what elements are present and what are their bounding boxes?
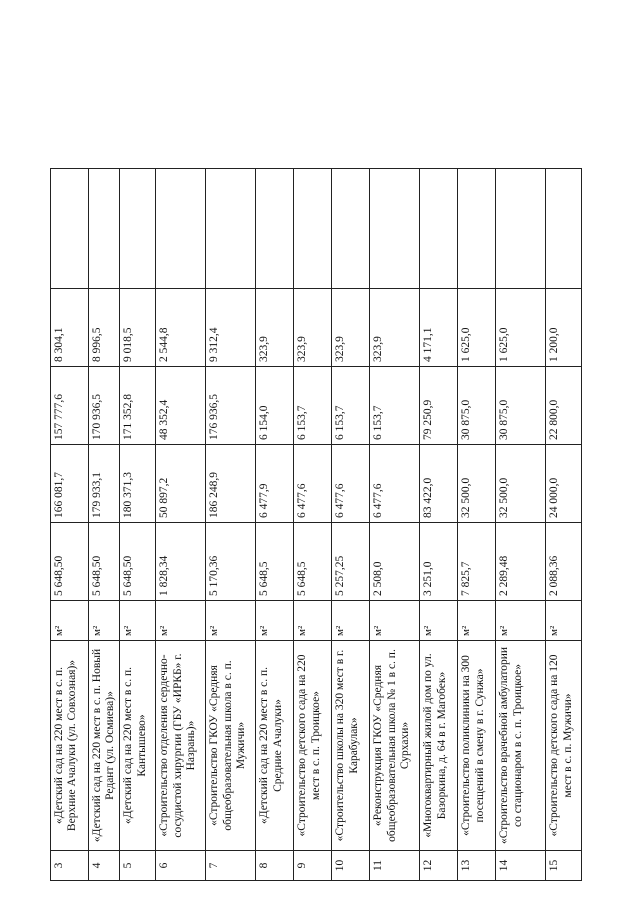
unit-cell: м²: [156, 601, 206, 641]
area-cell: 5 648,50: [51, 523, 89, 601]
unit-cell: м²: [458, 601, 496, 641]
regional-funds-cell: 323,9: [370, 289, 420, 367]
area-cell: 1 828,34: [156, 523, 206, 601]
unit-cell: м²: [370, 601, 420, 641]
table-row: [458, 169, 496, 881]
regional-funds-cell: 323,9: [332, 289, 370, 367]
empty-cell: [120, 169, 156, 289]
regional-funds-cell: 4 171,1: [420, 289, 458, 367]
federal-funds-cell: 6 154,0: [256, 367, 294, 445]
federal-funds-cell: 157 777,6: [51, 367, 89, 445]
empty-cell: [294, 169, 332, 289]
table-row: [332, 169, 370, 881]
table-row: [294, 169, 332, 881]
area-cell: 5 648,50: [120, 523, 156, 601]
regional-funds-cell: 2 544,8: [156, 289, 206, 367]
object-name: «Строительство детского сада на 220 мест в с. п. Троицкое»: [294, 641, 332, 851]
area-cell: 2 088,36: [546, 523, 582, 601]
row-number: 9: [294, 851, 332, 881]
empty-cell: [256, 169, 294, 289]
unit-cell: м²: [206, 601, 256, 641]
total-cost-cell: 32 500,0: [496, 445, 546, 523]
empty-cell: [458, 169, 496, 289]
area-cell: 2 289,48: [496, 523, 546, 601]
table-row: [89, 169, 120, 881]
total-cost-cell: 6 477,6: [370, 445, 420, 523]
table-row: [546, 169, 582, 881]
regional-funds-cell: 8 996,5: [89, 289, 120, 367]
row-number: 14: [496, 851, 546, 881]
unit-cell: м²: [332, 601, 370, 641]
object-name: «Строительство ГКОУ «Средняя общеобразовательная школа в с. п. Мужичи»: [206, 641, 256, 851]
table-row: [256, 169, 294, 881]
table-body: [51, 169, 582, 881]
total-cost-cell: 83 422,0: [420, 445, 458, 523]
table-row: [496, 169, 546, 881]
federal-funds-cell: 48 352,4: [156, 367, 206, 445]
table-row: [51, 169, 89, 881]
total-cost-cell: 6 477,6: [332, 445, 370, 523]
row-number: 8: [256, 851, 294, 881]
regional-funds-cell: 1 200,0: [546, 289, 582, 367]
area-cell: 5 170,36: [206, 523, 256, 601]
object-name: «Детский сад на 220 мест в с. п. Средние Ачалуки»: [256, 641, 294, 851]
empty-cell: [156, 169, 206, 289]
unit-cell: м²: [120, 601, 156, 641]
object-name: «Строительство отделения сердечно-сосудистой хирургии (ГБУ «ИРКБ» г. Назрань)»: [156, 641, 206, 851]
federal-funds-cell: 6 153,7: [294, 367, 332, 445]
federal-funds-cell: 79 250,9: [420, 367, 458, 445]
row-number: 13: [458, 851, 496, 881]
total-cost-cell: 32 500,0: [458, 445, 496, 523]
unit-cell: м²: [546, 601, 582, 641]
unit-cell: м²: [496, 601, 546, 641]
total-cost-cell: 50 897,2: [156, 445, 206, 523]
regional-funds-cell: 8 304,1: [51, 289, 89, 367]
federal-funds-cell: 176 936,5: [206, 367, 256, 445]
federal-funds-cell: 30 875,0: [458, 367, 496, 445]
row-number: 12: [420, 851, 458, 881]
object-name: «Строительство детского сада на 120 мест в с. п. Мужичи»: [546, 641, 582, 851]
table-row: [156, 169, 206, 881]
federal-funds-cell: 22 800,0: [546, 367, 582, 445]
area-cell: 5 648,5: [294, 523, 332, 601]
row-number: 11: [370, 851, 420, 881]
empty-cell: [546, 169, 582, 289]
empty-cell: [370, 169, 420, 289]
total-cost-cell: 179 933,1: [89, 445, 120, 523]
object-name: «Многоквартирный жилой дом по ул. Базоркина, д. 64 в г. Магобек»: [420, 641, 458, 851]
federal-funds-cell: 6 153,7: [332, 367, 370, 445]
object-name: «Детский сад на 220 мест в с. п. Верхние Ачалуки (ул. Совхозная)»: [51, 641, 89, 851]
total-cost-cell: 166 081,7: [51, 445, 89, 523]
unit-cell: м²: [420, 601, 458, 641]
table-row: [120, 169, 156, 881]
object-name: «Строительство поликлиники на 300 посещений в смену в г. Сунжа»: [458, 641, 496, 851]
federal-funds-cell: 170 936,5: [89, 367, 120, 445]
object-name: «Реконструкция ГКОУ «Средняя общеобразовательная школа № 1 в с. п. Сурхахи»: [370, 641, 420, 851]
total-cost-cell: 24 000,0: [546, 445, 582, 523]
regional-funds-cell: 9 312,4: [206, 289, 256, 367]
row-number: 5: [120, 851, 156, 881]
row-number: 7: [206, 851, 256, 881]
table-row: [206, 169, 256, 881]
row-number: 4: [89, 851, 120, 881]
unit-cell: м²: [51, 601, 89, 641]
row-number: 10: [332, 851, 370, 881]
regional-funds-cell: 9 018,5: [120, 289, 156, 367]
unit-cell: м²: [294, 601, 332, 641]
table-row: [420, 169, 458, 881]
area-cell: 3 251,0: [420, 523, 458, 601]
total-cost-cell: 6 477,6: [294, 445, 332, 523]
area-cell: 5 648,50: [89, 523, 120, 601]
object-name: «Строительство врачебной амбулатории со стационаром в с. п. Троицкое»: [496, 641, 546, 851]
total-cost-cell: 180 371,3: [120, 445, 156, 523]
area-cell: 5 648,5: [256, 523, 294, 601]
row-number: 6: [156, 851, 206, 881]
regional-funds-cell: 1 625,0: [458, 289, 496, 367]
empty-cell: [332, 169, 370, 289]
objects-table: [50, 168, 582, 881]
area-cell: 2 508,0: [370, 523, 420, 601]
empty-cell: [89, 169, 120, 289]
row-number: 3: [51, 851, 89, 881]
table-row: [370, 169, 420, 881]
object-name: «Детский сад на 220 мест в с. п. Новый Редант (ул. Осмиева)»: [89, 641, 120, 851]
regional-funds-cell: 1 625,0: [496, 289, 546, 367]
federal-funds-cell: 6 153,7: [370, 367, 420, 445]
unit-cell: м²: [256, 601, 294, 641]
regional-funds-cell: 323,9: [294, 289, 332, 367]
unit-cell: м²: [89, 601, 120, 641]
federal-funds-cell: 171 352,8: [120, 367, 156, 445]
regional-funds-cell: 323,9: [256, 289, 294, 367]
empty-cell: [496, 169, 546, 289]
federal-funds-cell: 30 875,0: [496, 367, 546, 445]
area-cell: 5 257,25: [332, 523, 370, 601]
object-name: «Строительство школы на 320 мест в г. Карабулак»: [332, 641, 370, 851]
total-cost-cell: 186 248,9: [206, 445, 256, 523]
empty-cell: [420, 169, 458, 289]
row-number: 15: [546, 851, 582, 881]
empty-cell: [51, 169, 89, 289]
total-cost-cell: 6 477,9: [256, 445, 294, 523]
object-name: «Детский сад на 220 мест в с. п. Кантышево»: [120, 641, 156, 851]
area-cell: 7 825,7: [458, 523, 496, 601]
empty-cell: [206, 169, 256, 289]
